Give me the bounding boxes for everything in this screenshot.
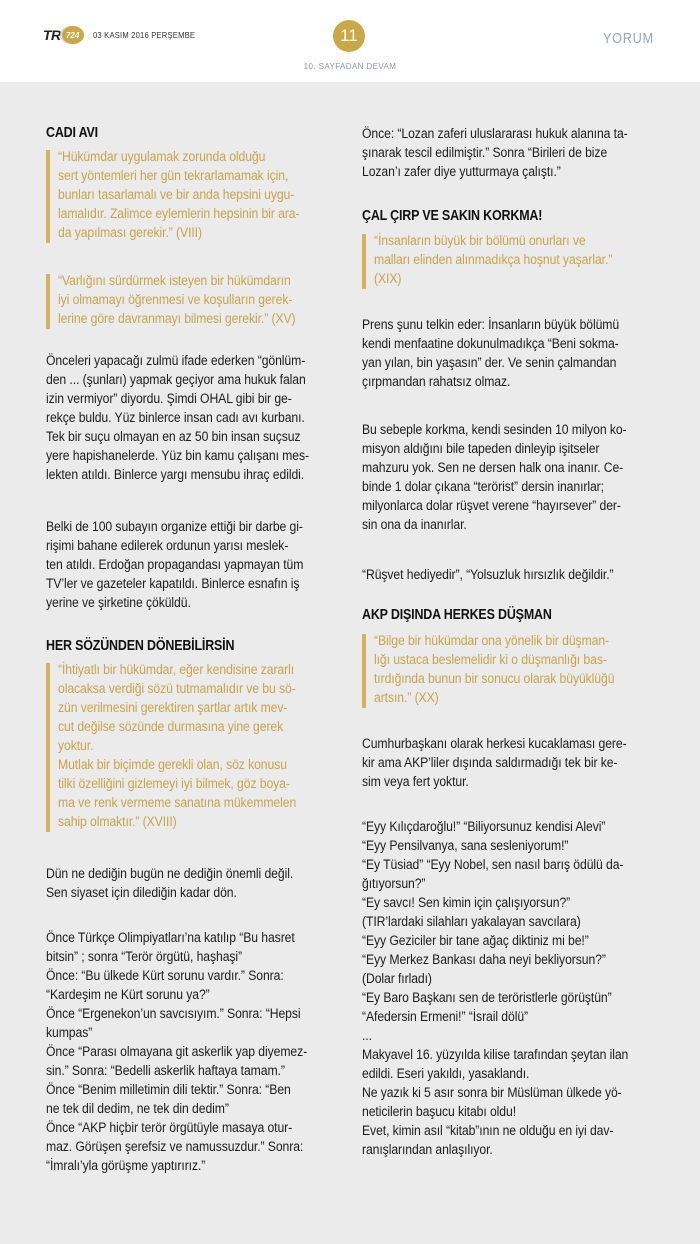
paragraph-line: ğıtıyorsun?” <box>362 876 426 892</box>
quote-line: da yapılması gerekir.” (VIII) <box>58 225 202 241</box>
paragraph-line: ranışlarından anlaşılıyor. <box>362 1142 493 1158</box>
paragraph-line: Belki de 100 subayın organize ettiği bir darbe gi- <box>46 519 303 535</box>
paragraph-line: “Afedersin Ermeni!” “İsrail dölü” <box>362 1009 529 1025</box>
paragraph-line: çırpmandan rahatsız olmaz. <box>362 374 511 390</box>
paragraph-line: TV’ler ve gazeteler kapatıldı. Binlerce esnafın iş <box>46 576 300 592</box>
paragraph-line: “İmralı’yla görüşme yaptırırız.” <box>46 1158 206 1174</box>
quote-line: sert yöntemleri her gün tekrarlamamak için, <box>58 168 289 184</box>
paragraph-line: rişimi bahane edilerek ordunun yarısı meslek- <box>46 538 289 554</box>
quote-line: sahip olmaktır.” (XVIII) <box>58 814 177 830</box>
paragraph-line: kir ama AKP’liler dışında saldırmadığı tek bir ke- <box>362 755 618 771</box>
paragraph-line: şınarak tescil edilmiştir.” Sonra “Birileri de bize <box>362 145 608 161</box>
tr724-logo <box>43 27 84 43</box>
paragraph-line: (TIR’lardaki silahları yakalayan savcılara) <box>362 914 581 930</box>
quote-bar <box>46 663 50 832</box>
paragraph-line: Önce: “Bu ülkede Kürt sorunu vardır.” Sonra: <box>46 968 284 984</box>
section-heading: CADI AVI <box>46 125 98 141</box>
quote-line: “İnsanların büyük bir bölümü onurları ve <box>374 233 586 249</box>
quote-bar <box>46 150 50 243</box>
quote-line: tırdığında bunun bir sonucu olarak büyüklüğü <box>374 671 615 687</box>
paragraph-line: “Eyy Merkez Bankası daha neyi bekliyorsun?” <box>362 952 606 968</box>
paragraph-line: izin vermiyor” diyordu. Şimdi OHAL gibi bir ge- <box>46 391 292 407</box>
paragraph-line: Prens şunu telkin eder: İnsanların büyük bölümü <box>362 317 620 333</box>
paragraph-line: maz. Görüşen şerefsiz ve namussuzdur.” Sonra: <box>46 1139 304 1155</box>
quote-line: yoktur. <box>58 738 94 754</box>
paragraph-line: yan yılan, bin yaşasın” der. Ve senin çalmandan <box>362 355 617 371</box>
paragraph-line: “Eyy Pensilvanya, sana sesleniyorum!” <box>362 838 569 854</box>
paragraph-line: sin ona da inanırlar. <box>362 517 467 533</box>
paragraph-line: “Eyy Geziciler bir tane ağaç diktiniz mi be!” <box>362 933 589 949</box>
quote-bar <box>46 274 50 329</box>
paragraph-line: Tek bir suçu olmayan en az 50 bin insan suçsuz <box>46 429 301 445</box>
paragraph-line: lekten atıldı. Binlerce yargı mensubu ihraç edildi. <box>46 467 305 483</box>
paragraph-line: sim veya fert yoktur. <box>362 774 469 790</box>
logo-tr-text: TR <box>43 27 61 43</box>
paragraph-line: misyon aldığını bile tapeden dinleyip işitseler <box>362 441 600 457</box>
quote-line: iyi olmamayı öğrenmesi ve koşulların gerek- <box>58 292 293 308</box>
quote-line: lerine göre davranmayı bilmesi gerekir.” (XV) <box>58 311 296 327</box>
paragraph-line: “Eyy Kılıçdaroğlu!” “Biliyorsunuz kendisi Alevi” <box>362 819 606 835</box>
paragraph-line: “Ey savcı! Sen kimin için çalışıyorsun?” <box>362 895 571 911</box>
paragraph-line: milyonlarca dolar rüşvet verene “hayırsever” der- <box>362 498 621 514</box>
paragraph-line: mahzuru yok. Sen ne dersen halk ona inanır. Ce- <box>362 460 624 476</box>
paragraph-line: Önce Türkçe Olimpiyatları’na katılıp “Bu hasret <box>46 930 295 946</box>
quote-line: zün verilmesini gerektiren şartlar artık mev- <box>58 700 288 716</box>
paragraph-line: den ... (şunları) yapmak geçiyor ama hukuk falan <box>46 372 306 388</box>
quote-line: lamalıdır. Zalimce eylemlerin hepsinin bir ara- <box>58 206 300 222</box>
quote-bar <box>362 234 366 289</box>
section-heading: ÇAL ÇIRP VE SAKIN KORKMA! <box>362 208 543 224</box>
paragraph-line: kendi menfaatine dokunulmadıkça “Beni sokma- <box>362 336 619 352</box>
quote-line: bunları tasarlamalı ve bir anda hepsini uygu- <box>58 187 295 203</box>
paragraph-line: (Dolar fırladı) <box>362 971 432 987</box>
paragraph-line: rekçe buldu. Yüz binlerce insan cadı avı kurbanı. <box>46 410 305 426</box>
paragraph-line: sin.” Sonra: “Bedelli askerlik haftaya tamam.” <box>46 1063 285 1079</box>
continued-from-note: 10. SAYFADAN DEVAM <box>303 62 397 71</box>
paragraph-line: ... <box>362 1028 372 1044</box>
paragraph-line: ten atıldı. Erdoğan propagandası yapmayan tüm <box>46 557 304 573</box>
issue-date: 03 KASIM 2016 PERŞEMBE <box>93 30 196 40</box>
paragraph-line: “Ey Baro Başkanı sen de teröristlerle görüştün” <box>362 990 612 1006</box>
paragraph-line: “Kardeşim ne Kürt sorunu ya?” <box>46 987 210 1003</box>
logo-724-badge: 724 <box>62 26 84 44</box>
quote-line: tilki özelliğini gizlemeyi iyi bilmek, göz boya- <box>58 776 290 792</box>
paragraph-line: yerine ve şirketine çöküldü. <box>46 595 191 611</box>
paragraph-line: Evet, kimin asıl “kitab”ının ne olduğu en iyi dav- <box>362 1123 614 1139</box>
paragraph-line: neticilerin başucu kitabı oldu! <box>362 1104 517 1120</box>
paragraph-line: Dün ne dediğin bugün ne dediğin önemli değil. <box>46 866 294 882</box>
paragraph-line: Önce “AKP hiçbir terör örgütüyle masaya otur- <box>46 1120 293 1136</box>
paragraph-line: Önce: “Lozan zaferi uluslararası hukuk alanına ta- <box>362 126 628 142</box>
quote-line: malları elinden alınmadıkça hoşnut yaşarlar.” <box>374 252 613 268</box>
paragraph-line: Önceleri yapacağı zulmü ifade ederken “gönlüm- <box>46 353 306 369</box>
paragraph-line: Sen siyaset için dilediğin kadar dön. <box>46 885 237 901</box>
quote-line: “Bilge bir hükümdar ona yönelik bir düşman- <box>374 633 610 649</box>
paragraph-line: binde 1 dolar çıkana “terörist” dersin inanırlar; <box>362 479 604 495</box>
paragraph-line: kumpas” <box>46 1025 93 1041</box>
paragraph-line: Cumhurbaşkanı olarak herkesi kucaklaması gere- <box>362 736 627 752</box>
quote-line: lığı ustaca beslemelidir ki o düşmanlığı bas- <box>374 652 607 668</box>
quote-line: “Hükümdar uygulamak zorunda olduğu <box>58 149 266 165</box>
paragraph-line: yere hapishanelerde. Yüz bin kamu çalışanı mes- <box>46 448 309 464</box>
page-number: 11 <box>333 20 365 52</box>
quote-bar <box>362 634 366 708</box>
section-heading: HER SÖZÜNDEN DÖNEBİLİRSİN <box>46 638 235 654</box>
section-heading: AKP DIŞINDA HERKES DÜŞMAN <box>362 607 552 623</box>
quote-line: artsın.” (XX) <box>374 690 439 706</box>
quote-line: ma ve renk vermeme sanatına mükemmelen <box>58 795 297 811</box>
paragraph-line: Önce “Ergenekon’un savcısıyım.” Sonra: “Hepsi <box>46 1006 301 1022</box>
paragraph-line: bitsin” ; sonra “Terör örgütü, haşhaşi” <box>46 949 243 965</box>
paragraph-line: ne tek dil dedim, ne tek din dedim” <box>46 1101 229 1117</box>
paragraph-line: Makyavel 16. yüzyılda kilise tarafından şeytan ilan <box>362 1047 629 1063</box>
quote-line: Mutlak bir biçimde gerekli olan, söz konusu <box>58 757 287 773</box>
quote-line: (XIX) <box>374 271 402 287</box>
paragraph-line: “Rüşvet hediyedir”, “Yolsuzluk hırsızlık değildir.” <box>362 567 614 583</box>
paragraph-line: edildi. Eseri yakıldı, yasaklandı. <box>362 1066 530 1082</box>
quote-line: olacaksa verdiği sözü tutmamalıdır ve bu sö- <box>58 681 296 697</box>
quote-line: cut değilse sözünde durmasına yine gerek <box>58 719 284 735</box>
quote-line: “İhtiyatlı bir hükümdar, eğer kendisine zararlı <box>58 662 295 678</box>
paragraph-line: Ne yazık ki 5 asır sonra bir Müslüman ülkede yö- <box>362 1085 622 1101</box>
page-header <box>0 0 700 82</box>
paragraph-line: Lozan’ı zafer diye yutturmaya çalıştı.” <box>362 164 561 180</box>
quote-line: “Varlığını sürdürmek isteyen bir hükümdarın <box>58 273 291 289</box>
paragraph-line: Önce “Benim milletimin dili tektir.” Sonra: “Ben <box>46 1082 291 1098</box>
paragraph-line: Önce “Parası olmayana git askerlik yap diyemez- <box>46 1044 308 1060</box>
paragraph-line: Bu sebeple korkma, kendi sesinden 10 milyon ko- <box>362 422 627 438</box>
paragraph-line: “Ey Tüsiad” “Eyy Nobel, sen nasıl barış ödülü da- <box>362 857 624 873</box>
section-name: YORUM <box>603 30 654 47</box>
